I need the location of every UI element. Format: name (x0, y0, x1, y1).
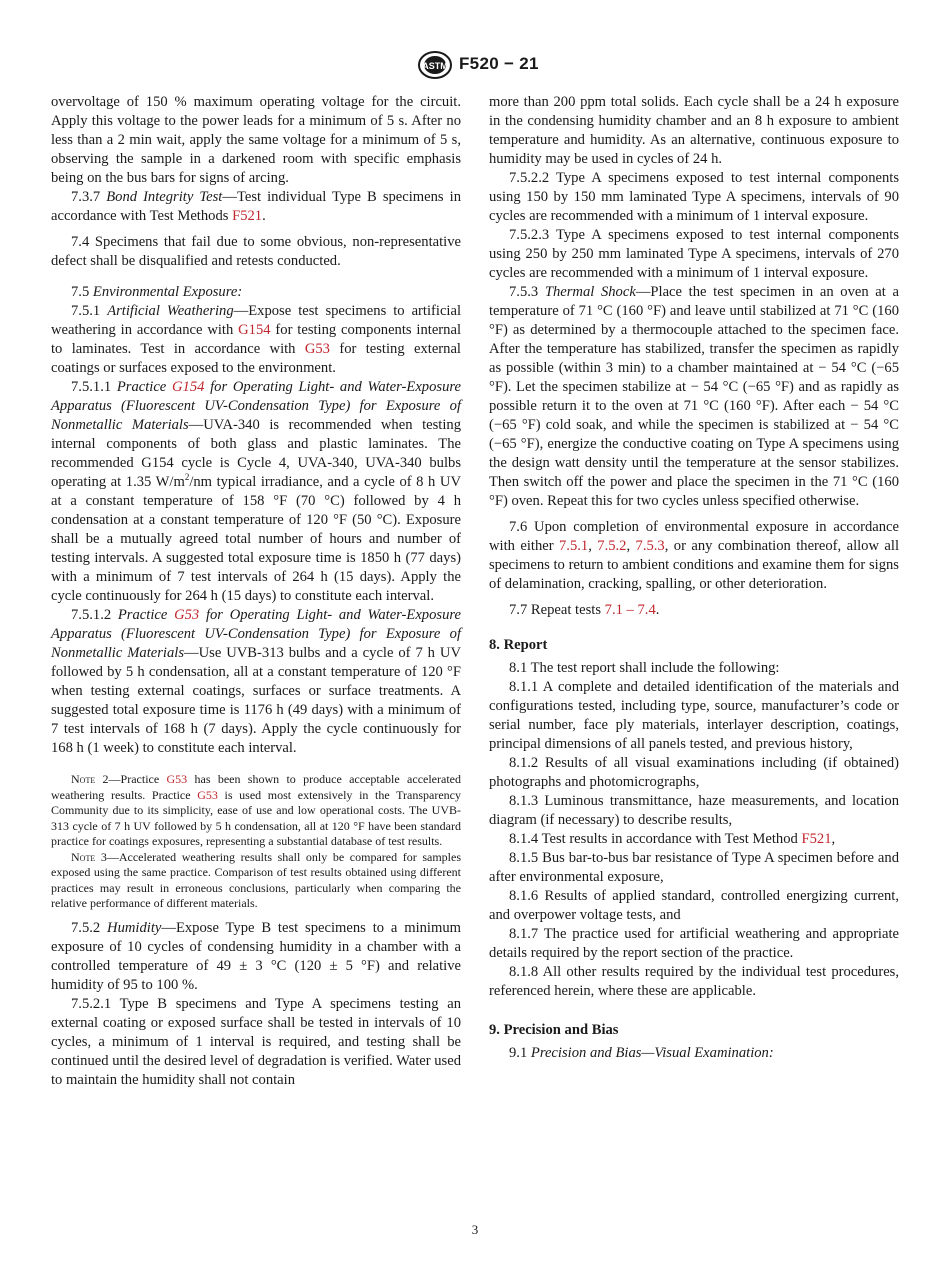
section-heading-precision-bias: 9. Precision and Bias (489, 1022, 619, 1038)
paragraph-8-1-8: 8.1.8 All other results required by the individual test procedures, referenced herein, where these are applicable. (489, 964, 899, 999)
note-2: Note 2—Practice G53 has been shown to produce acceptable accelerated weathering results. Practice G53 is used most extensively in the Transparency Community due to its simplicity, ease of use and low operational costs. The UVB-313 cycle of 7 h UV followed by 5 h condensation, all at 120 °F have been standard practice for coatings exposures, representing a substantial database of test results. (51, 772, 461, 848)
paragraph-continued: more than 200 ppm total solids. Each cycle shall be a 24 h exposure in the condensing humidity chamber and an 8 h exposure to ambient temperature and humidity. As an alternative, continuous exposure to humidity may be used in cycles of 24 h. (489, 94, 899, 167)
paragraph-7-5-2-2: 7.5.2.2 Type A specimens exposed to test internal components using 150 by 150 mm laminated Type A specimens, intervals of 90 cycles are recommended with a minimum of 1 interval exposure. (489, 170, 899, 224)
link-g53[interactable]: G53 (197, 787, 218, 802)
paragraph-7-7: 7.7 Repeat tests 7.1 – 7.4. (509, 602, 660, 618)
svg-text:ASTM: ASTM (422, 61, 448, 71)
note-3: Note 3—Accelerated weathering results shall only be compared for samples exposed using the same practice. Comparison of test results obtained using different practices may result in erroneous conclusions, particularly when comparing the relative performance of different materials. (51, 849, 461, 910)
paragraph-7-5-1-1: 7.5.1.1 Practice G154 for Operating Light- and Water-Exposure Apparatus (Fluorescent UV-Condensation Type) for Exposure of Nonmetallic Materials—UVA-340 is recommended when testing internal components of both glass and plastic laminates. The recommended G154 cycle is Cycle 4, UVA-340, UVA-340 bulbs operating at 1.35 $W/m^2/nm$ typical irradiance, and a cycle of 8 h UV at a constant temperature of 158 °F (70 °C) followed by 4 h condensation at a constant temperature of 120 °F (50 °C). Exposure shall be a mutually agreed total number of hours and number of testing intervals. A suggested total exposure time is 1850 h (77 days) with a minimum of 7 test intervals of 264 h (15 days). Apply the cycle continuously for 264 h (15 days) to constitute each interval. (51, 379, 461, 604)
paragraph-9-1: 9.1 Precision and Bias—Visual Examination: (509, 1045, 774, 1061)
paragraph-7-5-3: 7.5.3 Thermal Shock—Place the test specimen in an oven at a temperature of 71 °C (160 °F) and leave until stabilized at 71 °C (160 °F) as determined by a thermocouple attached to the specimen face. After the temperature has stabilized, transfer the specimen as rapidly as possible (within 3 min) to a chamber maintained at − 54 °C (−65 °F). Let the specimen stabilize at − 54 °C (−65 °F) and as rapidly as possible return it to the oven at 71 °C (160 °F). After each − 54 °C (−65 °F) cold soak, and while the specimen is stabilized at − 54 °C (−65 °F), energize the conductive coating on Type A specimens using the design watt density until the temperature at the sensor stabilizes. Then switch off the power and place the specimen in the 71 °C (160 °F) oven. Repeat this for two cycles unless specified otherwise. (489, 284, 899, 509)
paragraph-7-5-2: 7.5.2 Humidity—Expose Type B test specimens to a minimum exposure of 10 cycles of condensing humidity in a chamber with a controlled temperature of 49 ± 3 °C (120 ± 5 °F) and relative humidity of 95 to 100 %. (51, 919, 461, 993)
paragraph-8-1-3: 8.1.3 Luminous transmittance, haze measurements, and location diagram (if necessary) to describe results, (489, 793, 899, 828)
page-header (0, 48, 950, 88)
paragraph-overvoltage: overvoltage of 150 % maximum operating voltage for the circuit. Apply this voltage to the power leads for a minimum of 5 s. After no less than a 2 min wait, apply the same voltage for a minimum of 5 s, observing the sample in a darkened room with specific emphasis being on the bus bars for signs of arcing. (51, 94, 461, 186)
link-g154[interactable]: G154 (238, 322, 271, 338)
paragraph-7-6: 7.6 Upon completion of environmental exposure in accordance with either 7.5.1, 7.5.2, 7.5.3, or any combination thereof, allow all specimens to return to ambient conditions and examine them for signs of delamination, cracking, spalling, or other deterioration. (489, 519, 900, 592)
paragraph-7-4: 7.4 Specimens that fail due to some obvious, non-representative defect shall be disqualified and retests conducted. (51, 234, 461, 269)
paragraph-8-1-7: 8.1.7 The practice used for artificial weathering and appropriate details required by the report section of the practice. (489, 926, 899, 961)
paragraph-7-5-1: 7.5.1 Artificial Weathering—Expose test specimens to artificial weathering in accordance with G154 for testing components internal to laminates. Test in accordance with G53 for testing external coatings or surfaces exposed to the environment. (51, 303, 462, 376)
paragraph-8-1-5: 8.1.5 Bus bar-to-bus bar resistance of Type A specimen before and after environmental exposure, (489, 850, 899, 885)
right-column (489, 93, 899, 1063)
page-number: 3 (471, 1222, 479, 1237)
paragraph-8-1-2: 8.1.2 Results of all visual examinations including (if obtained) photographs and photomicrographs, (489, 755, 899, 790)
link-7-5-2[interactable]: 7.5.2 (597, 538, 627, 554)
link-g53[interactable]: G53 (166, 772, 188, 786)
link-g53[interactable]: G53 (304, 341, 330, 357)
link-7-5-3[interactable]: 7.5.3 (635, 538, 665, 554)
link-7-1-7-4[interactable]: 7.1 – 7.4 (604, 602, 656, 618)
paragraph-7-5: 7.5 Environmental Exposure: (71, 284, 243, 300)
paragraph-8-1-4: 8.1.4 Test results in accordance with Test Method F521, (509, 831, 836, 847)
link-f521[interactable]: F521 (232, 208, 263, 224)
link-g154[interactable]: G154 (171, 379, 205, 395)
paragraph-7-5-1-2: 7.5.1.2 Practice G53 for Operating Light- and Water-Exposure Apparatus (Fluorescent UV-Condensation Type) for Exposure of Nonmetallic Materials—Use UVB-313 bulbs and a cycle of 7 h UV followed by 5 h condensation, all at a constant temperature of 120 °F when testing external coatings, surfaces or surface treatments. A suggested total exposure time is 1176 h (49 days) with a minimum of 7 test intervals of 168 h (7 days). Apply the cycle continuously for 168 h (1 week) to constitute each interval. (51, 607, 461, 756)
paragraph-8-1-6: 8.1.6 Results of applied standard, controlled energizing current, and overpower voltage tests, and (489, 888, 899, 923)
astm-logo-icon (417, 50, 453, 80)
link-g53[interactable]: G53 (174, 607, 200, 623)
paragraph-7-5-2-3: 7.5.2.3 Type A specimens exposed to test internal components using 250 by 250 mm laminated Type A specimens, intervals of 270 cycles are recommended with a minimum of 1 interval exposure. (489, 227, 899, 281)
paragraph-7-3-7: 7.3.7 Bond Integrity Test—Test individual Type B specimens in accordance with Test Methods F521. (51, 189, 462, 224)
paragraph-8-1: 8.1 The test report shall include the following: (509, 660, 780, 676)
link-f521[interactable]: F521 (801, 831, 832, 847)
section-heading-report: 8. Report (489, 637, 548, 653)
left-column (51, 93, 461, 1090)
document-designation: F520 − 21 (459, 54, 539, 73)
paragraph-7-5-2-1: 7.5.2.1 Type B specimens and Type A specimens testing an external coating or exposed surface shall be tested in intervals of 10 cycles, a minimum of 1 interval is required, and testing shall be continued until the desired level of degradation is verified. Water used to maintain the humidity shall not contain (51, 995, 461, 1088)
paragraph-8-1-1: 8.1.1 A complete and detailed identification of the materials and configurations tested, including type, source, manufacturer’s code or serial number, face ply materials, interlayer description, coatings, principal dimensions of all panels tested, and previous history, (489, 679, 899, 752)
link-7-5-1[interactable]: 7.5.1 (559, 538, 589, 554)
